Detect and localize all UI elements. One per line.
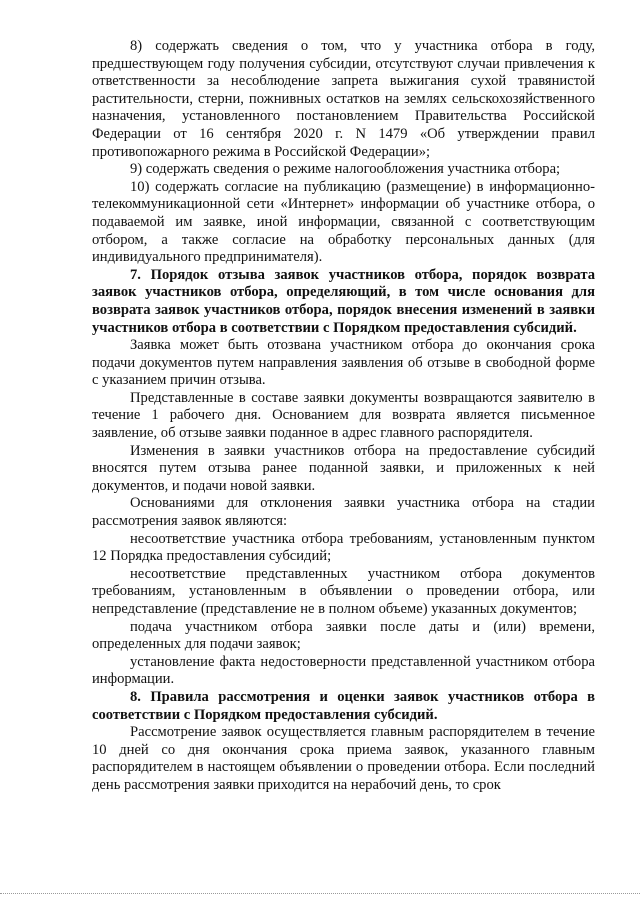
paragraph-rejection-grounds: Основаниями для отклонения заявки участника отбора на стадии рассмотрения заявок являются:: [92, 495, 595, 530]
section-heading-8: 8. Правила рассмотрения и оценки заявок участников отбора в соответствии с Порядком предоставления субсидий.: [92, 688, 595, 723]
rejection-ground-4: установление факта недостоверности представленной участником отбора информации.: [92, 653, 595, 688]
section-heading-7: 7. Порядок отзыва заявок участников отбора, порядок возврата заявок участников отбора, определяющий, в том числе основания для возврата заявок участников отбора, порядок внесения изменений в заявки участников отбора в соответствии с Порядком предоставления субсидий.: [92, 266, 595, 336]
rejection-ground-3: подача участником отбора заявки после даты и (или) времени, определенных для подачи заявок;: [92, 618, 595, 653]
paragraph-return: Представленные в составе заявки документы возвращаются заявителю в течение 1 рабочего дня. Основанием для возврата является письменное заявление, об отзыве заявки поданное в адрес главного распорядителя.: [92, 389, 595, 442]
list-item-9: 9) содержать сведения о режиме налогообложения участника отбора;: [130, 161, 561, 178]
rejection-ground-2: несоответствие представленных участником отбора документов требованиям, установленным в объявлении о проведении отбора, или непредставление (представление не в полном объеме) указанных документов;: [92, 565, 595, 617]
list-item-8: 8) содержать сведения о том, что у участника отбора в году, предшествующем году получения субсидии, отсутствуют случаи привлечения к ответственности за несоблюдение запрета выжигания сухой травянистой растительности, стерни, пожнивных остатков на землях сельскохозяйственного назначения, установленного постановлением Правительства Российской Федерации от 16 сентября 2020 г. N 1479 «Об утверждении правил противопожарного режима в Российской Федерации»;: [92, 38, 595, 160]
rejection-ground-1: несоответствие участника отбора требованиям, установленным пунктом 12 Порядка предоставления субсидий;: [92, 530, 595, 565]
paragraph-review: Рассмотрение заявок осуществляется главным распорядителем в течение 10 дней со дня окончания срока приема заявок, указанного главным распорядителем в настоящем объявлении о проведении отбора. Если последний день рассмотрения заявки приходится на нерабочий день, то срок: [92, 724, 595, 793]
paragraph-withdrawal: Заявка может быть отозвана участником отбора до окончания срока подачи документов путем направления заявления об отзыве в свободной форме с указанием причин отзыва.: [92, 337, 595, 389]
list-item-10: 10) содержать согласие на публикацию (размещение) в информационно-телекоммуникационной сети «Интернет» информации об участнике отбора, о подаваемой им заявке, иной информации, связанной с соответствующим отбором, а также согласие на обработку персональных данных (для индивидуального предпринимателя).: [92, 178, 595, 266]
paragraph-changes: Изменения в заявки участников отбора на предоставление субсидий вносятся путем отзыва ранее поданной заявки, и приложенных к ней документов, и подачи новой заявки.: [92, 442, 595, 494]
document-body: [92, 38, 595, 795]
scan-edge-line: [0, 893, 640, 894]
